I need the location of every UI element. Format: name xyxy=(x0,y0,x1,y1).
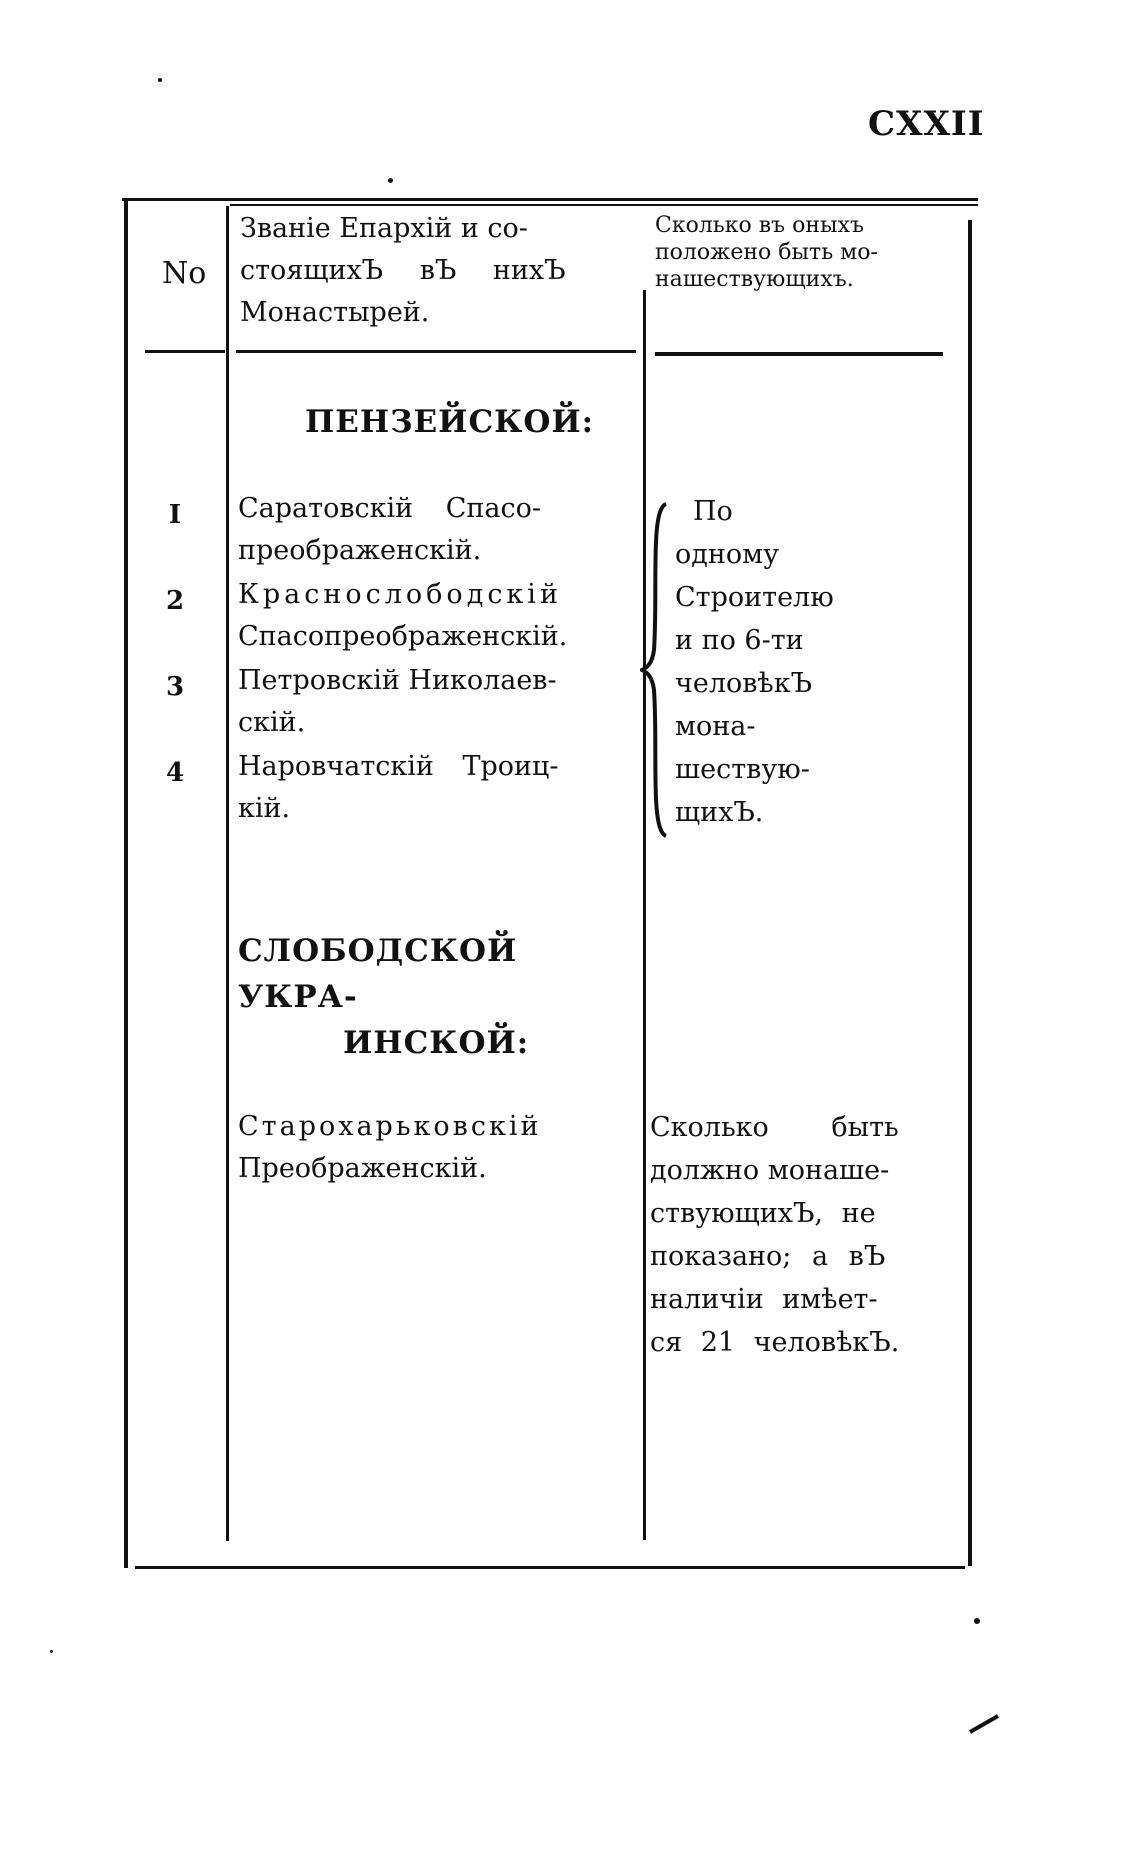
note-line: По xyxy=(693,496,733,527)
entry-line: Наровчатскій Троиц- xyxy=(238,751,559,782)
monastery-entry xyxy=(238,488,628,572)
header-title-line: Монастырей. xyxy=(240,297,430,328)
note-line: Строителю xyxy=(675,582,834,613)
header-rule-count xyxy=(655,352,943,356)
header-title xyxy=(240,208,630,334)
entry-line: преображенскій. xyxy=(238,535,482,566)
note-line: человѣкЪ xyxy=(675,668,813,699)
header-rule-no xyxy=(145,350,225,353)
note-line: Сколько быть xyxy=(650,1112,899,1143)
monastery-entry xyxy=(238,1106,628,1190)
note-line: и по 6-ти xyxy=(675,625,804,656)
table-left-border xyxy=(124,200,128,1568)
table-top-rule-inner xyxy=(230,204,978,206)
section-heading-line: ИНСКОЙ: xyxy=(343,1025,530,1061)
row-number: 4 xyxy=(165,758,185,788)
note-line: ся 21 человѣкЪ. xyxy=(650,1327,900,1358)
note-line: щихЪ. xyxy=(675,797,764,828)
note-line: одному xyxy=(675,539,780,570)
note-line: мона- xyxy=(675,711,756,742)
note-line: наличіи имѣет- xyxy=(650,1284,878,1315)
table-bottom-rule xyxy=(135,1566,965,1569)
ink-stroke-icon xyxy=(968,1712,1002,1734)
row-number: 3 xyxy=(165,672,185,702)
entry-line: кій. xyxy=(238,793,291,824)
header-number: No xyxy=(162,256,207,291)
ink-speck xyxy=(388,178,393,183)
section-note xyxy=(650,1106,950,1364)
header-rule-title xyxy=(236,350,636,353)
section-note xyxy=(675,490,925,834)
header-title-line: Званіе Епархій и со- xyxy=(240,213,528,244)
entry-line: Спасопреображенскій. xyxy=(238,621,568,652)
row-number: I xyxy=(168,500,182,530)
monastery-entry xyxy=(238,574,628,658)
ink-speck xyxy=(50,1650,53,1653)
ink-speck xyxy=(158,78,162,82)
entry-line: Преображенскій. xyxy=(238,1153,487,1184)
monastery-entry xyxy=(238,746,628,830)
header-count-line: Сколько въ оныхъ xyxy=(655,213,864,238)
note-line: должно монаше- xyxy=(650,1155,890,1186)
entry-line: Саратовскій Спасо- xyxy=(238,493,541,524)
note-line: показано; а вЪ xyxy=(650,1241,886,1272)
row-number: 2 xyxy=(165,586,185,616)
section-heading: ПЕНЗЕЙСКОЙ: xyxy=(305,404,595,440)
column-divider-1 xyxy=(226,206,229,1541)
section-heading xyxy=(238,928,633,1066)
ink-speck xyxy=(974,1618,980,1624)
page-number: CXXII xyxy=(868,104,985,144)
note-line: ствующихЪ, не xyxy=(650,1198,876,1229)
entry-line: Старохарьковскій xyxy=(238,1111,542,1142)
header-title-line: стоящихЪ вЪ нихЪ xyxy=(240,255,566,286)
entry-line: скій. xyxy=(238,707,306,738)
header-count-line: положено быть мо- xyxy=(655,240,878,265)
curly-brace-icon xyxy=(640,500,670,840)
entry-line: Петровскій Николаев- xyxy=(238,665,557,696)
note-line: шествую- xyxy=(675,754,810,785)
section-heading-line: СЛОБОДСКОЙ УКРА- xyxy=(238,933,518,1015)
header-count xyxy=(655,212,940,293)
column-divider-2 xyxy=(643,290,646,1540)
header-count-line: нашествующихъ. xyxy=(655,267,854,292)
monastery-entry xyxy=(238,660,628,744)
entry-line: Краснослободскій xyxy=(238,579,562,610)
table-top-rule xyxy=(122,198,978,201)
table-right-border xyxy=(968,220,972,1566)
